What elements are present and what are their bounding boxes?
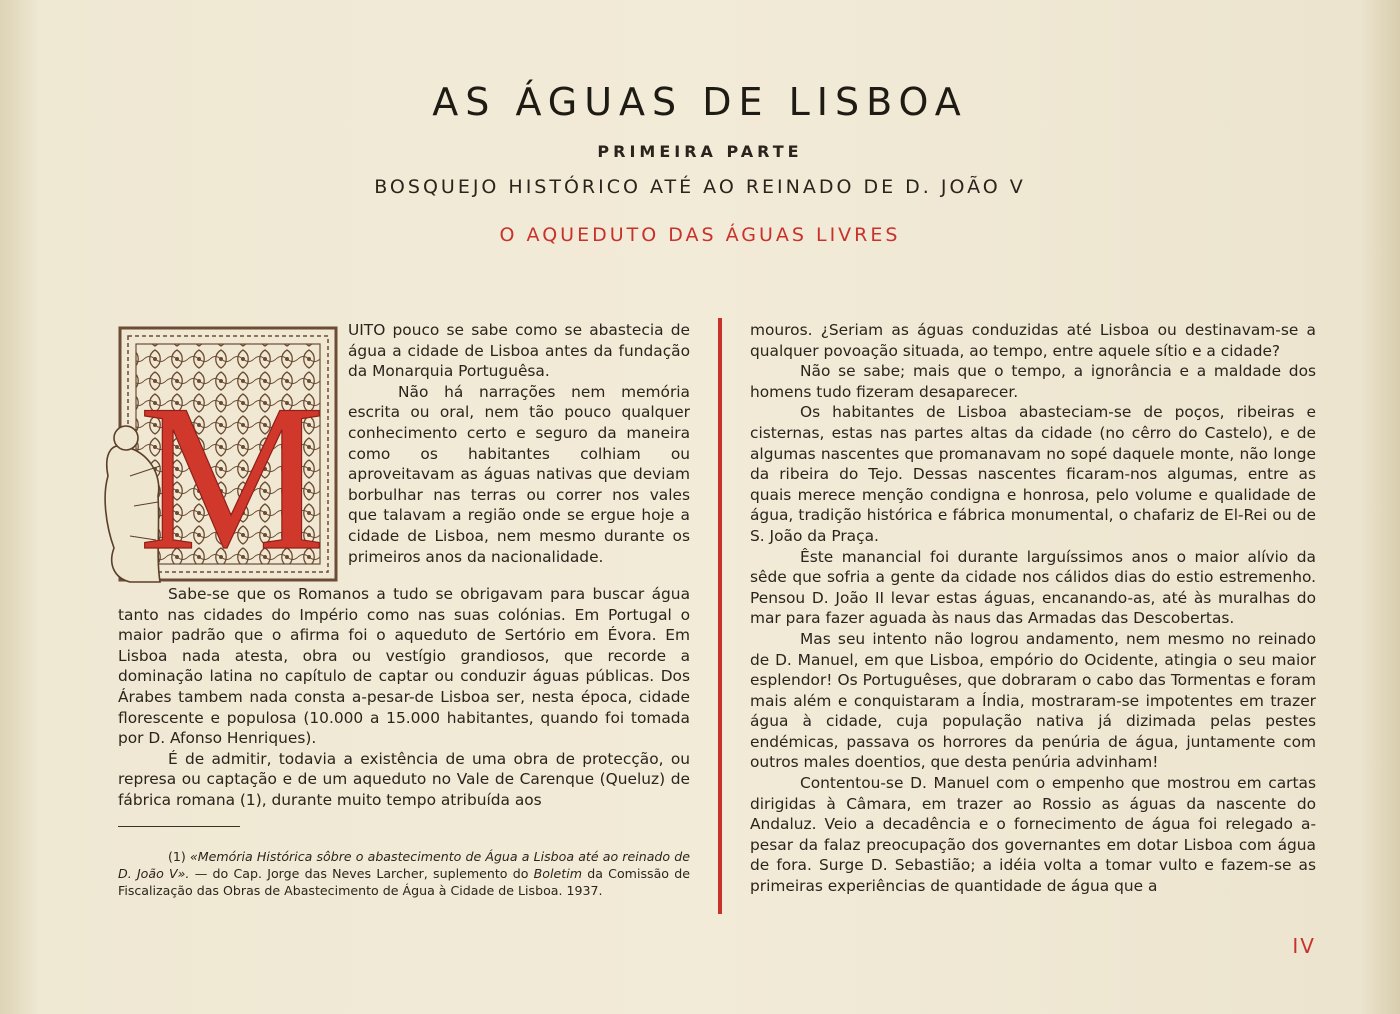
part-heading: PRIMEIRA PARTE — [597, 142, 803, 161]
illuminated-dropcap — [100, 326, 340, 584]
section-subtitle: BOSQUEJO HISTÓRICO ATÉ AO REINADO DE D. JOÃO V — [374, 176, 1026, 198]
left-paragraph-1: UITO pouco se sabe como se abastecia de água a cidade de Lisboa antes da fundação da Monarquia Portuguêsa. — [348, 321, 690, 381]
page-title: AS ÁGUAS DE LISBOA — [432, 80, 968, 124]
right-paragraph-2: Não se sabe; mais que o tempo, a ignorância e a maldade dos homens tudo fizeram desaparecer. — [750, 362, 1316, 401]
left-column — [118, 320, 690, 811]
dropcap-letter: M — [138, 362, 326, 584]
footnote-rule — [118, 826, 240, 827]
left-paragraph-4: É de admitir, todavia a existência de uma obra de protecção, ou represa ou captação e de um aqueduto no Vale de Carenque (Queluz) de fábrica romana (1), durante muito tempo atribuída aos — [118, 749, 690, 809]
left-paragraph-3: Sabe-se que os Romanos a tudo se obrigavam para buscar água tanto nas cidades do Império como nas suas colónias. Em Portugal o maior padrão que o afirma foi o aqueduto de Sertório em Évora. Em Lisboa nada atesta, obra ou vestígio grandiosos, que recorde a dominação latina no capítulo de captar ou conduzir águas públicas. Dos Árabes tambem nada consta a-pesar-de Lisboa ser, nesta época, cidade florescente e populosa (10.000 a 15.000 habitantes, quando foi tomada por D. Afonso Henriques). — [118, 585, 690, 748]
dropcap-ornament-icon — [100, 326, 340, 584]
footnote-text-2: da Comissão de Fiscalização das Obras de Abastecimento de Água à Cidade de Lisboa. 1937. — [118, 866, 690, 898]
right-paragraph-5: Mas seu intento não logrou andamento, nem mesmo no reinado de D. Manuel, em que Lisboa, empório do Ocidente, atingia o seu maior esplendor! Os Portuguêses, que dobraram o cabo das Tormentas e foram mais além e conquistaram a Índia, mostraram-se impotentes em trazer água à cidade, cuja população nativa já dizimada pelas pestes endémicas, passava os horrores da penúria de água, juntamente com outros males doentios, que desta penúria advinham! — [750, 629, 1316, 772]
footnote-mark: (1) — [168, 849, 186, 864]
column-divider — [718, 318, 722, 914]
right-paragraph-1: mouros. ¿Seriam as águas conduzidas até Lisboa ou destinavam-se a qualquer povoação situada, ao tempo, entre aquele sítio e a cidade? — [750, 321, 1316, 360]
footnote-text-1: — do Cap. Jorge das Neves Larcher, suplemento do — [189, 866, 534, 881]
right-column — [750, 320, 1316, 897]
right-paragraph-4: Êste manancial foi durante larguíssimos anos o maior alívio da sêde que sofria a gente da cidade nos cálidos dias do estio estremenho. Pensou D. João II levar estas águas, encanando-as, até às muralhas do mar para fazer aguada às naus das Armadas das Descobertas. — [750, 547, 1316, 628]
footnote-bulletin: Boletim — [533, 866, 582, 881]
right-paragraph-6: Contentou-se D. Manuel com o empenho que mostrou em cartas dirigidas à Câmara, em trazer ao Rossio as águas da nascente do Andaluz. Veio a decadência e o fornecimento de água foi relegado a-pesar da falaz preocupação dos governantes em dotar Lisboa com água de fora. Surge D. Sebastião; a idéia volta a tomar vulto e fazem-se as primeiras experiências de quantidade de água que a — [750, 774, 1316, 896]
right-paragraph-3: Os habitantes de Lisboa abasteciam-se de poços, ribeiras e cisternas, estas nas partes altas da cidade (no cêrro do Castelo), e de algumas nascentes que promanavam no sopé daquele monte, não longe da ribeira do Tejo. Dessas nascentes ficaram-nos algumas, entre as quais merece menção condigna e honrosa, pelo volume e qualidade de água, tradição histórica e fábrica monumental, o chafariz de El-Rei ou de S. João da Praça. — [750, 403, 1316, 545]
footnote-title: «Memória Histórica sôbre o abastecimento de Água a Lisboa até ao reinado de D. João V». — [118, 849, 690, 881]
footnote — [118, 848, 690, 899]
chapter-title: O AQUEDUTO DAS ÁGUAS LIVRES — [499, 224, 901, 246]
page-number: IV — [1292, 934, 1316, 958]
left-paragraph-2: Não há narrações nem memória escrita ou oral, nem tão pouco qualquer conhecimento certo e seguro da maneira como os habitantes colhiam ou aproveitavam as águas nativas que deviam borbulhar nas terras ou correr nos vales que talavam a região onde se ergue hoje a cidade de Lisboa, nem mesmo durante os primeiros anos da nacionalidade. — [348, 382, 690, 566]
